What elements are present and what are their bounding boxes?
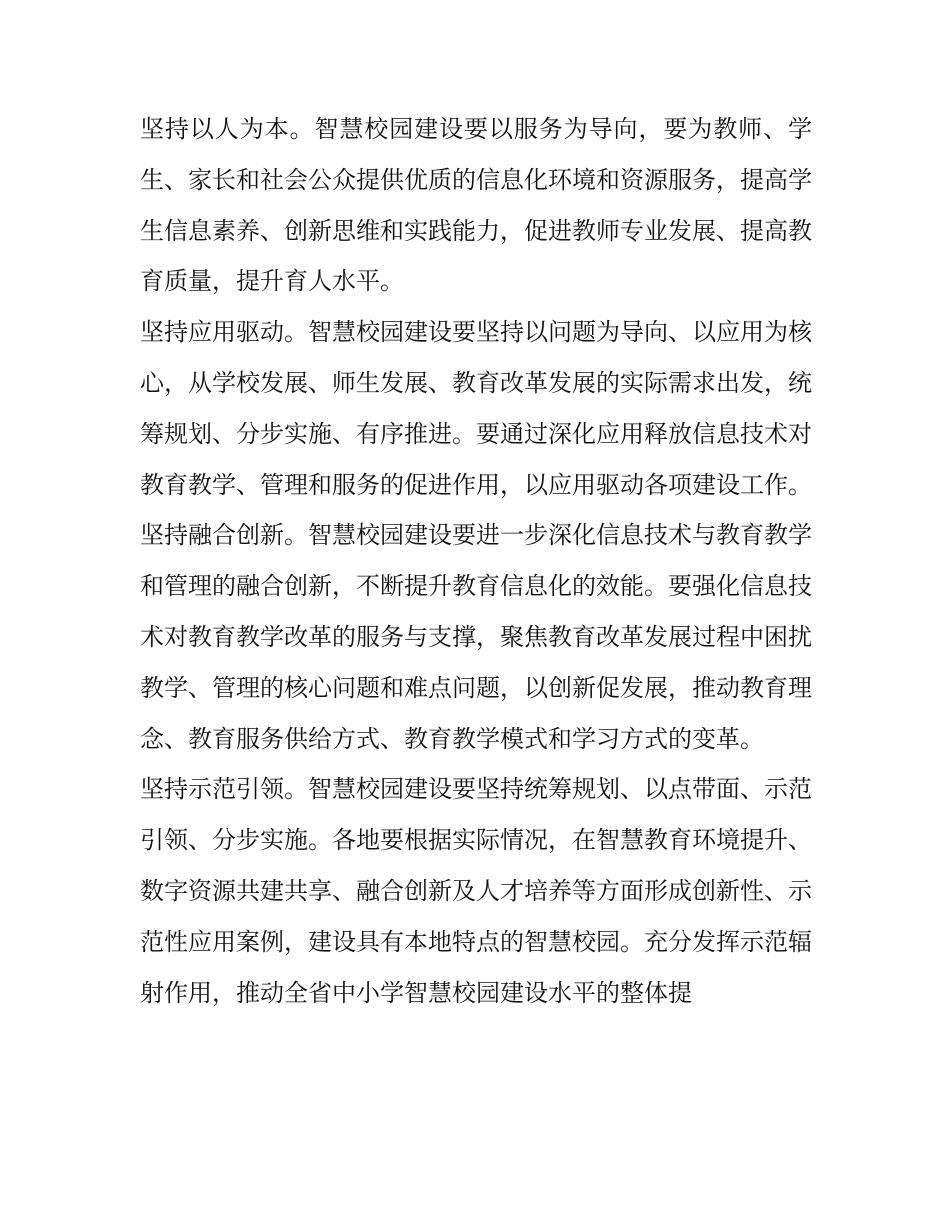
paragraph-application-driven: 坚持应用驱动。智慧校园建设要坚持以问题为导向、以应用为核心，从学校发展、师生发展、教育改革发展的实际需求出发，统筹规划、分步实施、有序推进。要通过深化应用释放信息技术对教育教学、管理和服务的促进作用，以应用驱动各项建设工作。 — [140, 318, 812, 499]
document-body — [140, 104, 812, 1018]
paragraph-integration-innovation: 坚持融合创新。智慧校园建设要进一步深化信息技术与教育教学和管理的融合创新，不断提升教育信息化的效能。要强化信息技术对教育教学改革的服务与支撑，聚焦教育改革发展过程中困扰教学、管理的核心问题和难点问题，以创新促发展，推动教育理念、教育服务供给方式、教育教学模式和学习方式的变革。 — [140, 521, 812, 753]
paragraph-demonstration-leading: 坚持示范引领。智慧校园建设要坚持统筹规划、以点带面、示范引领、分步实施。各地要根据实际情况，在智慧教育环境提升、数字资源共建共享、融合创新及人才培养等方面形成创新性、示范性应用案例，建设具有本地特点的智慧校园。充分发挥示范辐射作用，推动全省中小学智慧校园建设水平的整体提 — [140, 775, 812, 1007]
paragraph-people-oriented: 坚持以人为本。智慧校园建设要以服务为导向，要为教师、学生、家长和社会公众提供优质的信息化环境和资源服务，提高学生信息素养、创新思维和实践能力，促进教师专业发展、提高教育质量，提升育人水平。 — [140, 115, 812, 296]
